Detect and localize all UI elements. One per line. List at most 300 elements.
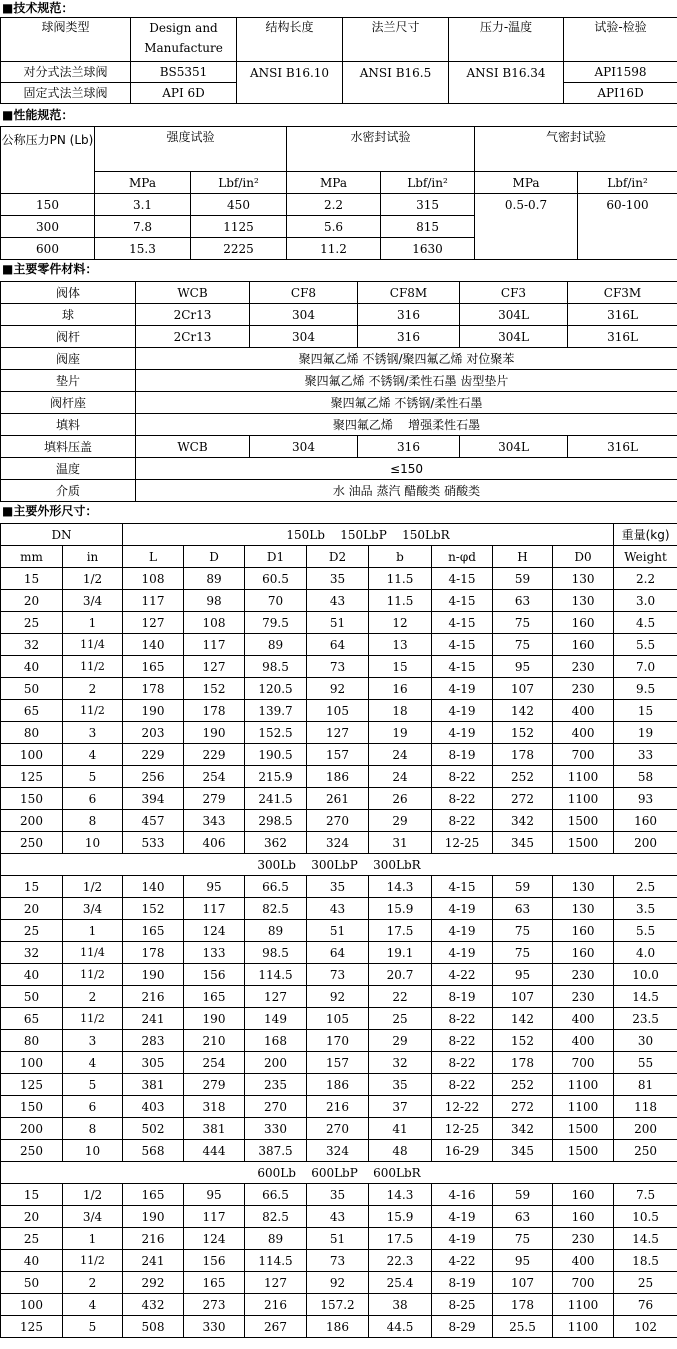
dim-cell: 64 (307, 942, 369, 964)
table-row (1, 766, 677, 788)
dim-cell: 35 (369, 1074, 432, 1096)
part-cell: CF3 (460, 282, 568, 304)
table-row (1, 612, 677, 634)
dim-cell: 89 (245, 634, 307, 656)
dim-cell: 92 (307, 986, 369, 1008)
dim-cell: 11/2 (63, 656, 123, 678)
dim-cell: 20.7 (369, 964, 432, 986)
dim-cell: 252 (493, 766, 553, 788)
dim-cell: 1 (63, 1228, 123, 1250)
dim-cell: 700 (553, 744, 614, 766)
dim-cell: 4-15 (432, 568, 493, 590)
part-name: 垫片 (1, 370, 136, 392)
dim-cell: 216 (123, 1228, 184, 1250)
dim-cell: 63 (493, 1206, 553, 1228)
dim-cell: 24 (369, 766, 432, 788)
dim-cell: 160 (553, 634, 614, 656)
dim-cell: 51 (307, 612, 369, 634)
dim-cell: 190 (184, 1008, 245, 1030)
dim-cell: 35 (307, 876, 369, 898)
dim-cell: 1100 (553, 1316, 614, 1338)
dim-cell: 292 (123, 1272, 184, 1294)
dim-cell: 108 (123, 568, 184, 590)
dim-cell: 2 (63, 986, 123, 1008)
perf-cell: 11.2 (287, 238, 381, 260)
perf-cell: 150 (1, 194, 95, 216)
section-title-dims: ■主要外形尺寸： (2, 504, 98, 518)
perf-cell: 1125 (191, 216, 287, 238)
perf-cell: 7.8 (95, 216, 191, 238)
dim-cell: 8-22 (432, 1030, 493, 1052)
tech-row-1-type: 对分式法兰球阀 (1, 62, 131, 83)
dim-cell: 178 (123, 942, 184, 964)
dim-cell: 2.5 (614, 876, 677, 898)
dim-cell: 31 (369, 832, 432, 854)
dim-cell: 102 (614, 1316, 677, 1338)
perf-table (0, 126, 677, 260)
dim-cell: 75 (493, 634, 553, 656)
dim-cell: 406 (184, 832, 245, 854)
dim-cell: 152 (184, 678, 245, 700)
dim-cell: 55 (614, 1052, 677, 1074)
dim-cell: 65 (1, 1008, 63, 1030)
dim-cell: 200 (1, 1118, 63, 1140)
dim-cell: 73 (307, 1250, 369, 1272)
dim-cell: 444 (184, 1140, 245, 1162)
dim-cell: 125 (1, 766, 63, 788)
dim-cell: 3.5 (614, 898, 677, 920)
dim-cell: 15 (369, 656, 432, 678)
table-row (1, 656, 677, 678)
dim-cell: 118 (614, 1096, 677, 1118)
dim-cell: 140 (123, 634, 184, 656)
dim-cell: 114.5 (245, 1250, 307, 1272)
dim-cell: 4 (63, 744, 123, 766)
dim-cell: 25 (1, 612, 63, 634)
dim-cell: 210 (184, 1030, 245, 1052)
dim-cell: 8-22 (432, 1074, 493, 1096)
dim-cell: 4 (63, 1294, 123, 1316)
dim-cell: 230 (553, 1228, 614, 1250)
dim-cell: 8-22 (432, 810, 493, 832)
dim-cell: 25 (614, 1272, 677, 1294)
dim-cell: 93 (614, 788, 677, 810)
dim-cell: 50 (1, 678, 63, 700)
dim-cell: 2 (63, 1272, 123, 1294)
table-row (1, 1052, 677, 1074)
table-row (1, 1206, 677, 1228)
dim-cell: 4-15 (432, 656, 493, 678)
dim-cell: 127 (245, 1272, 307, 1294)
dim-cell: 8-29 (432, 1316, 493, 1338)
dim-cell: 1100 (553, 1096, 614, 1118)
table-row (1, 1272, 677, 1294)
dn-header: DN (1, 524, 123, 546)
dim-cell: 11/4 (63, 634, 123, 656)
dim-cell: 124 (184, 920, 245, 942)
dim-cell: 3.0 (614, 590, 677, 612)
dim-cell: 186 (307, 766, 369, 788)
dim-cell: 105 (307, 1008, 369, 1030)
dim-cell: 11/2 (63, 1250, 123, 1272)
tech-row-2-test: API16D (564, 83, 677, 104)
dim-cell: 160 (553, 942, 614, 964)
dim-cell: 7.0 (614, 656, 677, 678)
dim-cell: 130 (553, 898, 614, 920)
dim-cell: 8-22 (432, 1052, 493, 1074)
part-cell: 2Cr13 (136, 326, 250, 348)
dim-cell: 5.5 (614, 634, 677, 656)
dim-cell: 318 (184, 1096, 245, 1118)
part-name: 阀杆座 (1, 392, 136, 414)
dim-cell: 8-22 (432, 1008, 493, 1030)
dim-cell: 160 (553, 1206, 614, 1228)
perf-gas-mpa: 0.5-0.7 (475, 194, 578, 260)
dim-cell: 4-22 (432, 1250, 493, 1272)
part-name: 球 (1, 304, 136, 326)
dim-cell: 10.0 (614, 964, 677, 986)
dim-cell: 330 (245, 1118, 307, 1140)
dim-cell: 330 (184, 1316, 245, 1338)
dim-cell: 25.4 (369, 1272, 432, 1294)
dim-cell: 25 (1, 1228, 63, 1250)
unit-mpa: MPa (95, 172, 191, 194)
dim-cell: 178 (493, 1294, 553, 1316)
dim-cell: 12-25 (432, 1118, 493, 1140)
class-300-header: 300Lb 300LbP 300LbR (1, 854, 677, 876)
dim-cell: 117 (184, 1206, 245, 1228)
col-header-h: H (493, 546, 553, 568)
dim-cell: 142 (493, 700, 553, 722)
col-header-text: D2 (328, 549, 347, 564)
col-header-d2 (307, 546, 369, 568)
dim-cell: 160 (614, 810, 677, 832)
dim-cell: 273 (184, 1294, 245, 1316)
dim-cell: 203 (123, 722, 184, 744)
dim-cell: 9.5 (614, 678, 677, 700)
part-cell: 304L (460, 326, 568, 348)
dim-cell: 8-22 (432, 788, 493, 810)
dim-cell: 8 (63, 1118, 123, 1140)
dim-cell: 127 (245, 986, 307, 1008)
dim-cell: 190 (123, 700, 184, 722)
perf-pn-label: 公称压力PN (Lb) (1, 127, 95, 194)
part-cell: 316L (568, 326, 677, 348)
dim-cell: 19 (369, 722, 432, 744)
table-row (1, 590, 677, 612)
dim-cell: 4 (63, 1052, 123, 1074)
perf-cell: 2.2 (287, 194, 381, 216)
dim-cell: 75 (493, 942, 553, 964)
header-test: 试验-检验 (564, 18, 677, 62)
dim-cell: 20 (1, 1206, 63, 1228)
dim-cell: 130 (553, 568, 614, 590)
dim-cell: 200 (245, 1052, 307, 1074)
table-row (1, 788, 677, 810)
col-header-nd: n-φd (432, 546, 493, 568)
dim-cell: 215.9 (245, 766, 307, 788)
dim-cell: 107 (493, 1272, 553, 1294)
dim-cell: 18.5 (614, 1250, 677, 1272)
dim-cell: 117 (184, 634, 245, 656)
dim-cell: 2 (63, 678, 123, 700)
dim-cell: 3 (63, 1030, 123, 1052)
dim-cell: 160 (553, 920, 614, 942)
table-row (1, 568, 677, 590)
dim-cell: 40 (1, 1250, 63, 1272)
perf-gas-lbf: 60-100 (578, 194, 677, 260)
dim-cell: 13 (369, 634, 432, 656)
dim-cell: 150 (1, 788, 63, 810)
dim-cell: 100 (1, 744, 63, 766)
dim-cell: 152.5 (245, 722, 307, 744)
dim-cell: 8 (63, 810, 123, 832)
dim-cell: 139.7 (245, 700, 307, 722)
dim-cell: 160 (553, 612, 614, 634)
table-row (1, 832, 677, 854)
dim-cell: 79.5 (245, 612, 307, 634)
table-row (1, 898, 677, 920)
dim-cell: 59 (493, 1184, 553, 1206)
dim-cell: 5 (63, 766, 123, 788)
unit-mpa: MPa (287, 172, 381, 194)
dim-cell: 3/4 (63, 898, 123, 920)
dim-cell: 89 (245, 1228, 307, 1250)
dim-cell: 252 (493, 1074, 553, 1096)
dim-cell: 33 (614, 744, 677, 766)
part-cell: CF8 (250, 282, 358, 304)
dim-cell: 508 (123, 1316, 184, 1338)
perf-gas-header: 气密封试验 (475, 127, 677, 172)
dim-cell: 279 (184, 788, 245, 810)
dim-cell: 15.9 (369, 1206, 432, 1228)
dim-cell: 10.5 (614, 1206, 677, 1228)
dim-cell: 272 (493, 788, 553, 810)
dim-cell: 1500 (553, 1140, 614, 1162)
dim-cell: 41 (369, 1118, 432, 1140)
tech-row-1-test: API1598 (564, 62, 677, 83)
table-row (1, 1030, 677, 1052)
part-cell: WCB (136, 436, 250, 458)
dim-cell: 98.5 (245, 656, 307, 678)
header-length: 结构长度 (237, 18, 343, 62)
unit-lbf: Lbf/in² (381, 172, 475, 194)
dim-cell: 8-19 (432, 986, 493, 1008)
dim-cell: 43 (307, 1206, 369, 1228)
table-row (1, 1008, 677, 1030)
dim-cell: 12-25 (432, 832, 493, 854)
dim-cell: 14.5 (614, 986, 677, 1008)
dim-cell: 60.5 (245, 568, 307, 590)
table-row (1, 722, 677, 744)
dim-cell: 59 (493, 876, 553, 898)
dim-cell: 8-19 (432, 1272, 493, 1294)
dim-cell: 298.5 (245, 810, 307, 832)
table-row (1, 1294, 677, 1316)
table-row (1, 876, 677, 898)
dim-cell: 14.5 (614, 1228, 677, 1250)
part-name: 阀体 (1, 282, 136, 304)
header-design: Design and Manufacture (131, 18, 237, 62)
dim-cell: 43 (307, 898, 369, 920)
dim-cell: 305 (123, 1052, 184, 1074)
dim-cell: 19.1 (369, 942, 432, 964)
dim-cell: 51 (307, 1228, 369, 1250)
dim-cell: 75 (493, 612, 553, 634)
part-name: 阀座 (1, 348, 136, 370)
dim-cell: 4-19 (432, 700, 493, 722)
dim-cell: 140 (123, 876, 184, 898)
dim-cell: 1500 (553, 1118, 614, 1140)
dim-cell: 48 (369, 1140, 432, 1162)
dim-cell: 4-22 (432, 964, 493, 986)
dim-cell: 92 (307, 1272, 369, 1294)
dim-cell: 89 (184, 568, 245, 590)
dim-cell: 11/4 (63, 942, 123, 964)
dim-cell: 230 (553, 986, 614, 1008)
dim-cell: 32 (369, 1052, 432, 1074)
dim-cell: 256 (123, 766, 184, 788)
dim-cell: 254 (184, 1052, 245, 1074)
dim-cell: 105 (307, 700, 369, 722)
dim-cell: 11/2 (63, 964, 123, 986)
dim-cell: 1100 (553, 788, 614, 810)
dim-cell: 270 (307, 1118, 369, 1140)
dim-cell: 50 (1, 986, 63, 1008)
dim-cell: 37 (369, 1096, 432, 1118)
dim-cell: 700 (553, 1052, 614, 1074)
perf-strength-header: 强度试验 (95, 127, 287, 172)
part-cell: 304L (460, 436, 568, 458)
dim-cell: 345 (493, 832, 553, 854)
dim-cell: 324 (307, 1140, 369, 1162)
part-name: 介质 (1, 480, 136, 502)
dim-cell: 120.5 (245, 678, 307, 700)
dim-cell: 43 (307, 590, 369, 612)
dim-cell: 29 (369, 810, 432, 832)
dim-cell: 283 (123, 1030, 184, 1052)
dim-cell: 190 (123, 964, 184, 986)
dim-cell: 19 (614, 722, 677, 744)
dim-cell: 35 (307, 568, 369, 590)
dim-cell: 241.5 (245, 788, 307, 810)
dim-cell: 11.5 (369, 568, 432, 590)
dim-cell: 20 (1, 590, 63, 612)
dim-cell: 178 (184, 700, 245, 722)
dim-cell: 457 (123, 810, 184, 832)
section-title-tech: ■技术规范： (2, 1, 74, 15)
part-cell: WCB (136, 282, 250, 304)
dim-cell: 200 (1, 810, 63, 832)
dim-cell: 241 (123, 1250, 184, 1272)
dim-cell: 152 (123, 898, 184, 920)
perf-cell: 600 (1, 238, 95, 260)
dim-cell: 568 (123, 1140, 184, 1162)
dim-cell: 133 (184, 942, 245, 964)
table-row (1, 1118, 677, 1140)
dim-cell: 400 (553, 1030, 614, 1052)
dim-cell: 4-19 (432, 678, 493, 700)
perf-cell: 1630 (381, 238, 475, 260)
dim-cell: 381 (123, 1074, 184, 1096)
weight-en-header: Weight (614, 546, 677, 568)
tech-spec-table (0, 17, 677, 104)
table-row (1, 964, 677, 986)
dim-cell: 1500 (553, 832, 614, 854)
dim-cell: 1 (63, 612, 123, 634)
dim-cell: 250 (614, 1140, 677, 1162)
dim-cell: 261 (307, 788, 369, 810)
dim-cell: 65 (1, 700, 63, 722)
table-row (1, 700, 677, 722)
perf-cell: 315 (381, 194, 475, 216)
dim-cell: 3/4 (63, 1206, 123, 1228)
dim-cell: 11.5 (369, 590, 432, 612)
dim-cell: 342 (493, 1118, 553, 1140)
dim-cell: 4-15 (432, 634, 493, 656)
tech-row-2-type: 固定式法兰球阀 (1, 83, 131, 104)
dim-cell: 16 (369, 678, 432, 700)
dim-cell: 241 (123, 1008, 184, 1030)
dim-cell: 73 (307, 656, 369, 678)
weight-header: 重量(kg) (614, 524, 677, 546)
dim-cell: 4-16 (432, 1184, 493, 1206)
table-row (1, 744, 677, 766)
dim-cell: 4-19 (432, 942, 493, 964)
dim-cell: 4.0 (614, 942, 677, 964)
dim-cell: 4-15 (432, 876, 493, 898)
part-cell: 316L (568, 304, 677, 326)
dim-cell: 1500 (553, 810, 614, 832)
dim-cell: 4-19 (432, 920, 493, 942)
dim-cell: 178 (123, 678, 184, 700)
dim-cell: 267 (245, 1316, 307, 1338)
dim-cell: 200 (614, 832, 677, 854)
col-header-l: L (123, 546, 184, 568)
dim-cell: 50 (1, 1272, 63, 1294)
dim-cell: 403 (123, 1096, 184, 1118)
part-cell-wide: 聚四氟乙烯 增强柔性石墨 (136, 414, 677, 436)
dim-cell: 80 (1, 1030, 63, 1052)
dim-cell: 130 (553, 876, 614, 898)
dim-cell: 125 (1, 1074, 63, 1096)
dim-cell: 66.5 (245, 1184, 307, 1206)
dim-cell: 157 (307, 1052, 369, 1074)
dim-cell: 279 (184, 1074, 245, 1096)
dim-cell: 700 (553, 1272, 614, 1294)
dim-cell: 1100 (553, 766, 614, 788)
dim-cell: 95 (493, 964, 553, 986)
dim-cell: 4.5 (614, 612, 677, 634)
unit-mpa: MPa (475, 172, 578, 194)
dim-cell: 270 (307, 810, 369, 832)
dim-cell: 168 (245, 1030, 307, 1052)
dim-cell: 66.5 (245, 876, 307, 898)
dim-cell: 5.5 (614, 920, 677, 942)
tech-row-1-design: BS5351 (131, 62, 237, 83)
col-header-in: in (63, 546, 123, 568)
dim-cell: 149 (245, 1008, 307, 1030)
dim-cell: 15 (614, 700, 677, 722)
dim-cell: 270 (245, 1096, 307, 1118)
dim-cell: 165 (184, 986, 245, 1008)
dim-cell: 75 (493, 1228, 553, 1250)
dim-cell: 400 (553, 722, 614, 744)
dim-cell: 100 (1, 1052, 63, 1074)
perf-cell: 5.6 (287, 216, 381, 238)
dim-cell: 2.2 (614, 568, 677, 590)
dim-cell: 17.5 (369, 920, 432, 942)
